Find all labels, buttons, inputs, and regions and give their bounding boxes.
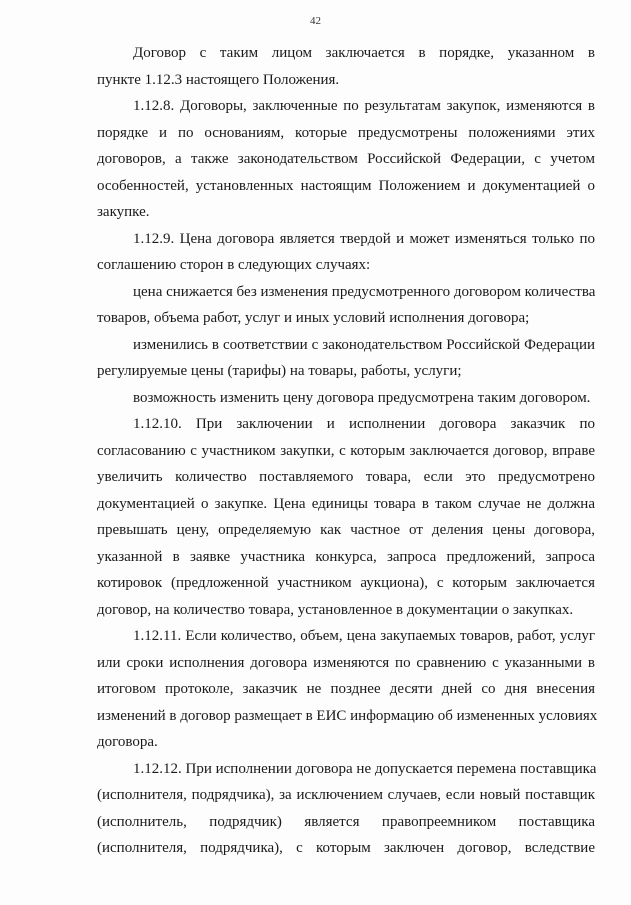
body-text xyxy=(97,40,598,862)
text-line: закупке. xyxy=(97,204,150,220)
text-line: договора. xyxy=(97,734,158,750)
text-line: договоров, а также законодательством Российской Федерации, с учетом xyxy=(97,151,595,167)
text-line: котировок (предложенной участником аукциона), с которым заключается xyxy=(97,575,595,591)
text-line: особенностей, установленных настоящим Положением и документацией о xyxy=(97,177,595,194)
text-line: (исполнителя, подрядчика), с которым заключен договор, вследствие xyxy=(97,840,595,856)
text-line: изменились в соответствии с законодательством Российской Федерации xyxy=(133,336,595,353)
text-line: регулируемые цены (тарифы) на товары, работы, услуги; xyxy=(97,363,462,379)
text-line: цена снижается без изменения предусмотренного договором количества xyxy=(133,283,596,300)
text-line: Договор с таким лицом заключается в порядке, указанном в xyxy=(133,45,595,61)
text-line: 1.12.12. При исполнении договора не допускается перемена поставщика xyxy=(133,760,597,777)
text-line: итоговом протоколе, заказчик не позднее десяти дней со дня внесения xyxy=(97,681,595,697)
text-line: 1.12.8. Договоры, заключенные по результатам закупок, изменяются в xyxy=(133,98,595,114)
text-line: договор, на количество товара, установленное в документации о закупках. xyxy=(97,601,574,618)
text-line: (исполнителя, подрядчика), за исключением случаев, если новый поставщик xyxy=(97,787,595,803)
page-number: 42 xyxy=(310,15,321,27)
text-line: порядке и по основаниям, которые предусмотрены положениями этих xyxy=(97,124,595,141)
text-line: (исполнитель, подрядчик) является правопреемником поставщика xyxy=(97,813,595,830)
text-line: товаров, объема работ, услуг и иных условий исполнения договора; xyxy=(97,310,530,326)
text-line: пункте 1.12.3 настоящего Положения. xyxy=(97,71,340,88)
text-line: 1.12.11. Если количество, объем, цена закупаемых товаров, работ, услуг xyxy=(133,628,595,644)
text-line: возможность изменить цену договора предусмотрена таким договором. xyxy=(133,389,591,406)
text-line: увеличить количество поставляемого товара, если это предусмотрено xyxy=(97,469,595,485)
text-line: указанной в заявке участника конкурса, запроса предложений, запроса xyxy=(97,548,595,565)
text-line: соглашению сторон в следующих случаях: xyxy=(97,257,371,273)
text-line: 1.12.9. Цена договора является твердой и может изменяться только по xyxy=(133,230,595,247)
text-line: документацией о закупке. Цена единицы товара в таком случае не должна xyxy=(97,495,595,512)
text-line: согласованию с участником закупки, с которым заключается договор, вправе xyxy=(97,442,595,459)
text-line: превышать цену, определяемую как частное от деления цены договора, xyxy=(97,522,595,538)
text-line: изменений в договор размещает в ЕИС информацию об измененных условиях xyxy=(97,707,598,724)
text-line: 1.12.10. При заключении и исполнении договора заказчик по xyxy=(133,416,595,432)
text-line: или сроки исполнения договора изменяются по сравнению с указанными в xyxy=(97,654,595,671)
